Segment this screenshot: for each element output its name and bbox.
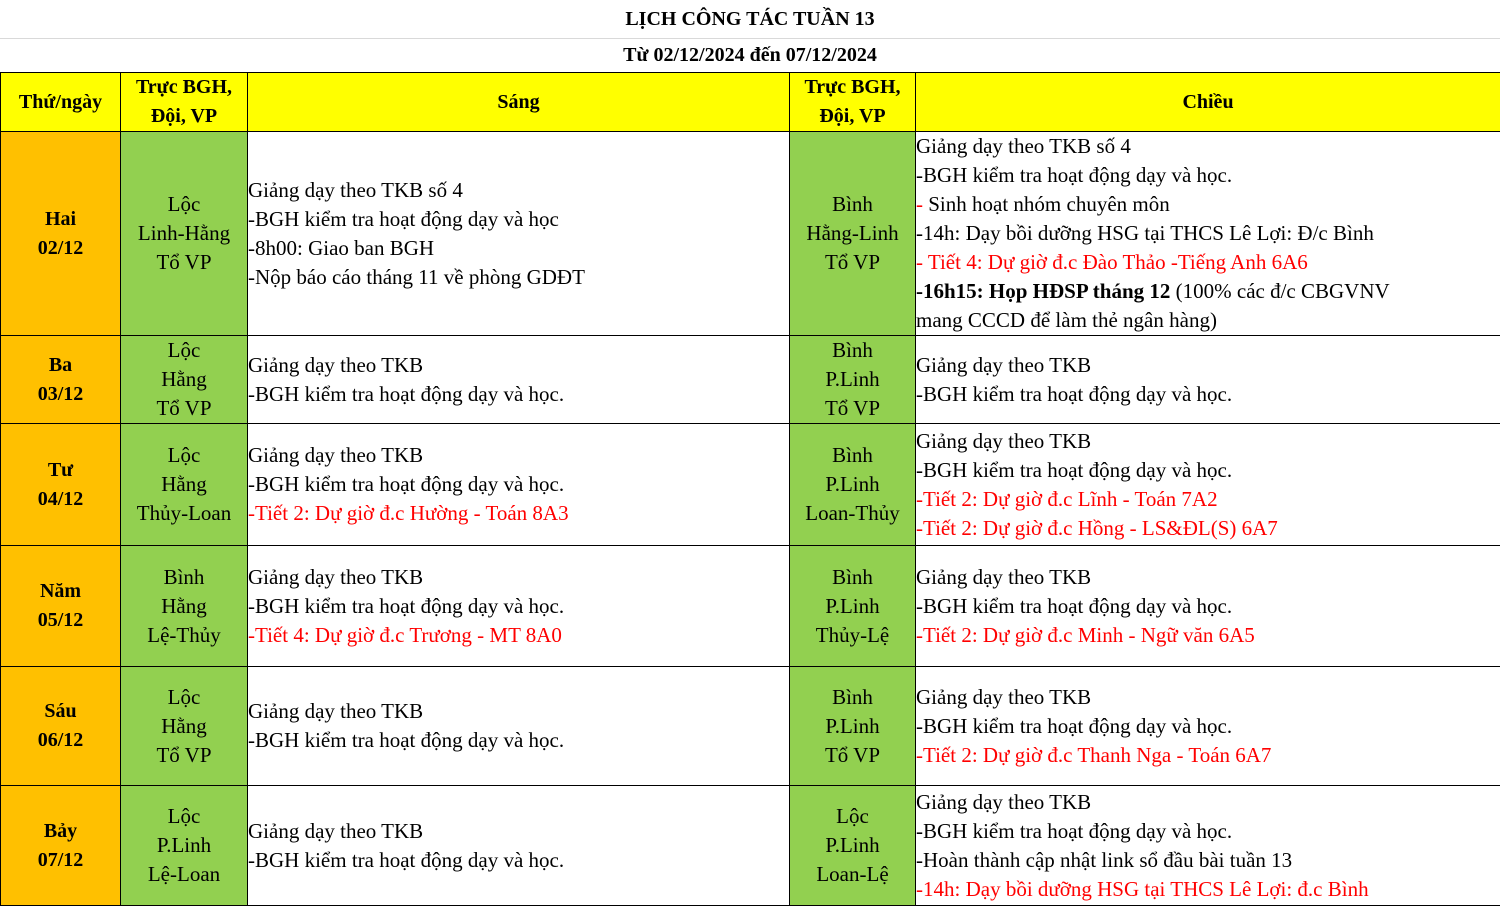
header-morning: Sáng [248, 73, 790, 132]
day-name: Bảy [1, 817, 120, 846]
morning-activities-cell [248, 667, 790, 786]
duty-morning-cell [121, 546, 248, 667]
day-name: Hai [1, 205, 120, 234]
activity-text: -Tiết 2: Dự giờ đ.c Thanh Nga - Toán 6A7 [916, 743, 1271, 767]
duty-name: Hằng [121, 470, 247, 499]
schedule-row [1, 786, 1500, 906]
header-duty-afternoon-line: Đội, VP [790, 102, 915, 131]
activity-text: Giảng dạy theo TKB [916, 353, 1091, 377]
activity-line [916, 456, 1500, 485]
activity-line [248, 563, 789, 592]
duty-morning-cell [121, 424, 248, 546]
header-duty-morning [121, 73, 248, 132]
observation-note [916, 741, 1500, 770]
observation-note [916, 248, 1500, 277]
header-duty-afternoon [790, 73, 916, 132]
duty-name: Linh-Hằng [121, 219, 247, 248]
duty-name: Lộc [121, 190, 247, 219]
day-cell [1, 424, 121, 546]
activity-text: Giảng dạy theo TKB [916, 429, 1091, 453]
duty-morning-cell [121, 132, 248, 336]
duty-name: Tổ VP [790, 248, 915, 277]
duty-name: P.Linh [121, 831, 247, 860]
duty-name: P.Linh [790, 712, 915, 741]
day-name: Sáu [1, 697, 120, 726]
activity-line [916, 190, 1500, 219]
activity-line [248, 697, 789, 726]
observation-note [916, 485, 1500, 514]
day-date: 04/12 [1, 485, 120, 514]
day-cell [1, 546, 121, 667]
day-name: Tư [1, 456, 120, 485]
afternoon-activities-cell [916, 424, 1500, 546]
morning-activities-cell [248, 424, 790, 546]
activity-text: mang CCCD để làm thẻ ngân hàng) [916, 308, 1217, 332]
duty-name: Tổ VP [790, 394, 915, 423]
duty-name: Bình [790, 563, 915, 592]
activity-text: -BGH kiểm tra hoạt động dạy và học. [916, 163, 1232, 187]
activity-text: - Tiết 4: Dự giờ đ.c Đào Thảo -Tiếng Anh 6A6 [916, 250, 1308, 274]
activity-line [916, 788, 1500, 817]
duty-name: Lệ-Loan [121, 860, 247, 889]
schedule-row [1, 424, 1500, 546]
activity-text: -Tiết 2: Dự giờ đ.c Minh - Ngữ văn 6A5 [916, 623, 1255, 647]
activity-line [916, 427, 1500, 456]
duty-name: Hằng [121, 592, 247, 621]
activity-text: -Tiết 2: Dự giờ đ.c Hồng - LS&ĐL(S) 6A7 [916, 516, 1278, 540]
activity-line [248, 846, 789, 875]
activity-line [248, 470, 789, 499]
duty-name: Tổ VP [790, 741, 915, 770]
duty-morning-cell [121, 786, 248, 906]
schedule-row [1, 132, 1500, 336]
meeting-highlight: -16h15: Họp HĐSP tháng 12 [916, 279, 1170, 303]
day-cell [1, 132, 121, 336]
activity-text: Giảng dạy theo TKB [248, 565, 423, 589]
duty-name: Hằng-Linh [790, 219, 915, 248]
activity-line [916, 380, 1500, 409]
activity-line [248, 176, 789, 205]
day-cell [1, 786, 121, 906]
morning-activities-cell [248, 546, 790, 667]
afternoon-activities-cell [916, 546, 1500, 667]
duty-name: P.Linh [790, 470, 915, 499]
duty-afternoon-cell [790, 336, 916, 424]
day-cell [1, 336, 121, 424]
activity-text: -14h: Dạy bồi dưỡng HSG tại THCS Lê Lợi: Đ/c Bình [916, 221, 1374, 245]
observation-note [916, 514, 1500, 543]
activity-line [248, 263, 789, 292]
activity-text: -Tiết 4: Dự giờ đ.c Trương - MT 8A0 [248, 623, 562, 647]
activity-text: -BGH kiểm tra hoạt động dạy và học. [916, 714, 1232, 738]
header-row [1, 73, 1500, 132]
activity-line [916, 712, 1500, 741]
activity-text: -BGH kiểm tra hoạt động dạy và học [248, 207, 559, 231]
activity-text: Giảng dạy theo TKB [248, 699, 423, 723]
afternoon-activities-cell [916, 786, 1500, 906]
day-cell [1, 667, 121, 786]
duty-name: Bình [790, 336, 915, 365]
activity-line [248, 351, 789, 380]
activity-text: -BGH kiểm tra hoạt động dạy và học. [916, 819, 1232, 843]
duty-name: Lệ-Thủy [121, 621, 247, 650]
activity-text: Sinh hoạt nhóm chuyên môn [923, 192, 1170, 216]
schedule-row [1, 546, 1500, 667]
duty-afternoon-cell [790, 667, 916, 786]
morning-activities-cell [248, 786, 790, 906]
activity-text: Giảng dạy theo TKB số 4 [248, 178, 463, 202]
header-duty-afternoon-line: Trực BGH, [790, 73, 915, 102]
activity-text: Giảng dạy theo TKB [248, 353, 423, 377]
activity-text: -BGH kiểm tra hoạt động dạy và học. [916, 382, 1232, 406]
header-duty-morning-line: Đội, VP [121, 102, 247, 131]
duty-name: P.Linh [790, 831, 915, 860]
duty-morning-cell [121, 336, 248, 424]
activity-line [248, 205, 789, 234]
activity-line [248, 234, 789, 263]
duty-afternoon-cell [790, 132, 916, 336]
activity-text: Giảng dạy theo TKB [248, 443, 423, 467]
activity-line [916, 846, 1500, 875]
schedule-row [1, 336, 1500, 424]
observation-note [916, 621, 1500, 650]
afternoon-activities-cell [916, 667, 1500, 786]
duty-name: P.Linh [790, 365, 915, 394]
activity-text: Giảng dạy theo TKB [916, 685, 1091, 709]
duty-name: Thủy-Loan [121, 499, 247, 528]
duty-name: Bình [790, 190, 915, 219]
duty-name: Tổ VP [121, 741, 247, 770]
observation-note [916, 875, 1500, 904]
activity-line [916, 351, 1500, 380]
duty-name: P.Linh [790, 592, 915, 621]
activity-line [916, 592, 1500, 621]
duty-name: Lộc [121, 336, 247, 365]
activity-text: Giảng dạy theo TKB [248, 819, 423, 843]
morning-activities-cell [248, 132, 790, 336]
activity-text: -BGH kiểm tra hoạt động dạy và học. [916, 458, 1232, 482]
activity-line [248, 817, 789, 846]
duty-afternoon-cell [790, 546, 916, 667]
schedule-row [1, 667, 1500, 786]
duty-name: Bình [790, 441, 915, 470]
duty-name: Loan-Thủy [790, 499, 915, 528]
duty-name: Bình [121, 563, 247, 592]
activity-text: -8h00: Giao ban BGH [248, 236, 434, 260]
activity-line [248, 592, 789, 621]
header-day: Thứ/ngày [1, 73, 121, 132]
afternoon-activities-cell [916, 132, 1500, 336]
duty-name: Tổ VP [121, 248, 247, 277]
duty-name: Loan-Lệ [790, 860, 915, 889]
activity-text: -BGH kiểm tra hoạt động dạy và học. [248, 472, 564, 496]
duty-morning-cell [121, 667, 248, 786]
duty-name: Hằng [121, 365, 247, 394]
duty-name: Lộc [121, 441, 247, 470]
activity-line [916, 306, 1500, 335]
duty-name: Bình [790, 683, 915, 712]
observation-note [248, 621, 789, 650]
activity-text: -Tiết 2: Dự giờ đ.c Hường - Toán 8A3 [248, 501, 569, 525]
activity-line [916, 132, 1500, 161]
activity-text: -Tiết 2: Dự giờ đ.c Lĩnh - Toán 7A2 [916, 487, 1218, 511]
duty-afternoon-cell [790, 786, 916, 906]
day-date: 07/12 [1, 846, 120, 875]
activity-text: (100% các đ/c CBGVNV [1170, 279, 1389, 303]
duty-name: Tổ VP [121, 394, 247, 423]
activity-line [916, 683, 1500, 712]
observation-note [248, 499, 789, 528]
activity-text: Giảng dạy theo TKB [916, 790, 1091, 814]
day-name: Năm [1, 577, 120, 606]
activity-line [248, 726, 789, 755]
header-afternoon: Chiều [916, 73, 1500, 132]
activity-text: -BGH kiểm tra hoạt động dạy và học. [916, 594, 1232, 618]
activity-text: -BGH kiểm tra hoạt động dạy và học. [248, 848, 564, 872]
duty-name: Lộc [121, 802, 247, 831]
afternoon-activities-cell [916, 336, 1500, 424]
activity-text: -BGH kiểm tra hoạt động dạy và học. [248, 382, 564, 406]
red-dash: - [916, 192, 923, 216]
activity-line [916, 817, 1500, 846]
activity-text: Giảng dạy theo TKB [916, 565, 1091, 589]
duty-name: Thủy-Lệ [790, 621, 915, 650]
activity-line [248, 380, 789, 409]
day-date: 02/12 [1, 234, 120, 263]
duty-name: Hằng [121, 712, 247, 741]
activity-line [916, 161, 1500, 190]
activity-line [916, 563, 1500, 592]
day-date: 06/12 [1, 726, 120, 755]
activity-line [916, 277, 1500, 306]
day-date: 05/12 [1, 606, 120, 635]
activity-text: -14h: Dạy bồi dưỡng HSG tại THCS Lê Lợi: đ.c Bình [916, 877, 1369, 901]
schedule-table [0, 72, 1500, 906]
header-duty-morning-line: Trực BGH, [121, 73, 247, 102]
duty-afternoon-cell [790, 424, 916, 546]
activity-line [248, 441, 789, 470]
day-name: Ba [1, 351, 120, 380]
activity-text: Giảng dạy theo TKB số 4 [916, 134, 1131, 158]
activity-text: -BGH kiểm tra hoạt động dạy và học. [248, 728, 564, 752]
duty-name: Lộc [790, 802, 915, 831]
activity-line [916, 219, 1500, 248]
activity-text: -Hoàn thành cập nhật link sổ đầu bài tuần 13 [916, 848, 1292, 872]
day-date: 03/12 [1, 380, 120, 409]
activity-text: -Nộp báo cáo tháng 11 về phòng GDĐT [248, 265, 585, 289]
morning-activities-cell [248, 336, 790, 424]
activity-text: -BGH kiểm tra hoạt động dạy và học. [248, 594, 564, 618]
duty-name: Lộc [121, 683, 247, 712]
date-range-subtitle: Từ 02/12/2024 đến 07/12/2024 [0, 38, 1500, 72]
page-title: LỊCH CÔNG TÁC TUẦN 13 [0, 0, 1500, 39]
